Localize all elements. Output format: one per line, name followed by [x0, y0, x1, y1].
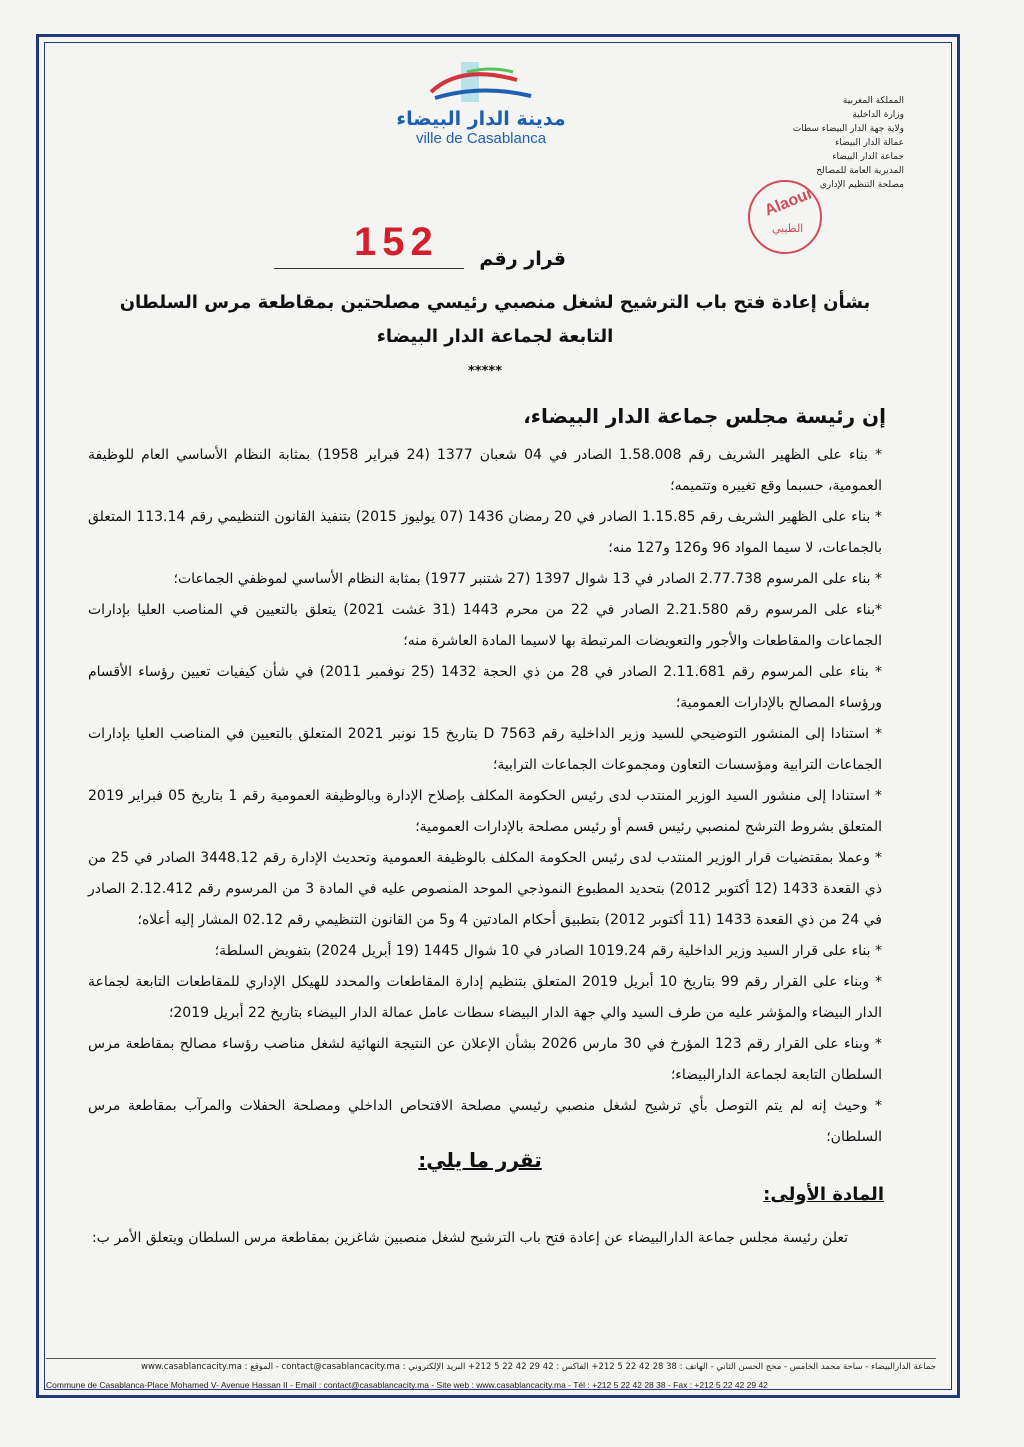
- footer-contact-ar: جماعة الدارالبيضاء - ساحة محمد الخامس - محج الحسن الثاني - الهاتف : 38 28 42 22 5 212+ الفاكس : 42 29 42 22 5 212+ البريد الإلكتروني : contact@casablancacity.ma - الموقع : www.casablancacity.ma: [141, 1362, 936, 1372]
- preamble-clause: * بناء على الظهير الشريف رقم 1.58.008 الصادر في 04 شعبان 1377 (24 فبراير 1958) بمثابة النظام الأساسي العام للوظيفة العمومية، حسبما وقع تغييره وتتميمه؛: [88, 447, 882, 494]
- official-stamp: [748, 180, 822, 254]
- decision-label: قرار رقم: [479, 248, 566, 270]
- decision-number-underline: [274, 268, 464, 269]
- preamble-clause: * بناء على المرسوم 2.77.738 الصادر في 13 شوال 1397 (27 شتنبر 1977) بمثابة النظام الأساسي لموظفي الجماعات؛: [173, 571, 882, 587]
- stamp-text-ar: الطيبي: [772, 222, 804, 235]
- decision-header: [270, 218, 590, 278]
- article-1-title: المادة الأولى:: [763, 1184, 884, 1205]
- separator-stars: *****: [468, 364, 502, 379]
- preamble-clause: * استنادا إلى المنشور التوضيحي للسيد وزير الداخلية رقم 7563 D بتاريخ 15 نونبر 2021 المتعلق بالتعيين في المناصب العليا بإدارات الجماعات الترابية ومؤسسات التعاون ومجموعات الجماعات الترابية؛: [88, 726, 883, 773]
- logo-city-name-fr: ville de Casablanca: [415, 130, 547, 147]
- admin-line: مصلحة التنظيم الإداري: [819, 180, 904, 190]
- preamble-clause: * استنادا إلى منشور السيد الوزير المنتدب لدى رئيس الحكومة المكلف بإصلاح الإدارة وبالوظيفة العمومية رقم 1 بتاريخ 05 فبراير 2019 المتعلق بشروط الترشح لمنصبي رئيس قسم أو رئيس مصلحة بالإدارات العمومية؛: [88, 788, 883, 835]
- city-logo: [396, 58, 566, 158]
- admin-line: المديرية العامة للمصالح: [816, 166, 904, 176]
- admin-line: وزارة الداخلية: [852, 110, 904, 120]
- administrative-header: [784, 94, 904, 192]
- preamble-clause: * وبناء على القرار رقم 99 بتاريخ 10 أبريل 2019 المتعلق بتنظيم إدارة المقاطعات والمحدد للهيكل الإداري للمقاطعات التابعة لجماعة الدار البيضاء والمؤشر عليه من طرف السيد والي جهة الدار البيضاء سطات عامل عمالة الدار البيضاء بتاريخ 22 أبريل 2019؛: [88, 974, 882, 1021]
- admin-line: المملكة المغربية: [842, 96, 904, 106]
- preamble-clause: * بناء على المرسوم رقم 2.11.681 الصادر في 28 من ذي الحجة 1432 (25 نوفمبر 2011) في شأن كيفيات تعيين رؤساء الأقسام ورؤساء المصالح بالإدارات العمومية؛: [88, 664, 882, 711]
- stamp-text: Alaoui: [762, 185, 815, 220]
- preamble-clause: * وبناء على القرار رقم 123 المؤرخ في 30 مارس 2026 بشأن الإعلان عن النتيجة النهائية لشغل مناصب رؤساء مصالح بمقاطعة مرس السلطان التابعة لجماعة الدارالبيضاء؛: [88, 1036, 883, 1083]
- preamble-clause: *بناء على المرسوم رقم 2.21.580 الصادر في 22 من محرم 1443 (31 غشت 2021) يتعلق بالتعيين في المناصب العليا بإدارات الجماعات والمقاطعات والأجور والتعويضات المرتبطة بها لاسيما المادة العاشرة منه؛: [88, 602, 883, 649]
- decision-subject: [110, 286, 880, 354]
- preamble-clause: * وعملا بمقتضيات قرار الوزير المنتدب لدى رئيس الحكومة المكلف بالوظيفة العمومية وتحديث الإدارة رقم 3448.12 الصادر في 25 من ذي القعدة 1433 (12 أكتوبر 2012) بتحديد المطبوع النموذجي الموحد المنصوص عليه في المادة 3 من المرسوم رقم 2.12.412 الصادر في 24 من ذي القعدة 1433 (11 أكتوبر 2012) بتطبيق أحكام المادتين 4 و5 من القانون التنظيمي رقم 02.12 المشار إليه أعلاه؛: [88, 850, 883, 928]
- footer-divider: [46, 1358, 936, 1359]
- preamble-clause: * بناء على قرار السيد وزير الداخلية رقم 1019.24 الصادر في 10 شوال 1445 (19 أبريل 2024) بتفويض السلطة؛: [214, 943, 882, 959]
- president-heading: إن رئيسة مجلس جماعة الدار البيضاء،: [523, 404, 886, 428]
- admin-line: عمالة الدار البيضاء: [835, 138, 904, 148]
- admin-line: جماعة الدار البيضاء: [832, 152, 904, 162]
- decision-number: 152: [354, 220, 439, 264]
- subject-line-1: بشأن إعادة فتح باب الترشيح لشغل منصبي رئيسي مصلحتين بمقاطعة مرس السلطان: [119, 292, 871, 313]
- article-1-text: تعلن رئيسة مجلس جماعة الدارالبيضاء عن إعادة فتح باب الترشيح لشغل منصبين شاغرين بمقاطعة مرس السلطان ويتعلق الأمر ب:: [91, 1230, 848, 1246]
- preamble-clause: * وحيث إنه لم يتم التوصل بأي ترشيح لشغل منصبي رئيسي مصلحة الافتحاص الداخلي ومصلحة الحفلات والمرآب بمقاطعة مرس السلطان؛: [88, 1098, 882, 1145]
- subject-line-2: التابعة لجماعة الدار البيضاء: [376, 326, 614, 347]
- footer-contact-fr: Commune de Casablanca-Place Mohamed V- Avenue Hassan II - Email : contact@casablancacity.ma - Site web : www.casablancacity.ma - Tél : +212 5 22 42 28 38 - Fax : +212 5 22 42 29 42: [46, 1380, 768, 1390]
- preamble-clause: * بناء على الظهير الشريف رقم 1.15.85 الصادر في 20 رمضان 1436 (07 يوليوز 2015) بتنفيذ القانون التنظيمي رقم 113.14 المتعلق بالجماعات، لا سيما المواد 96 و126 و127 منه؛: [88, 509, 882, 556]
- logo-city-name-ar: مدينة الدار البيضاء: [396, 108, 566, 130]
- admin-line: ولاية جهة الدار البيضاء سطات: [792, 124, 904, 134]
- decides-heading: تقرر ما يلي:: [418, 1148, 542, 1172]
- casablanca-logo-icon: [421, 58, 541, 108]
- preamble-clauses: [88, 440, 882, 1153]
